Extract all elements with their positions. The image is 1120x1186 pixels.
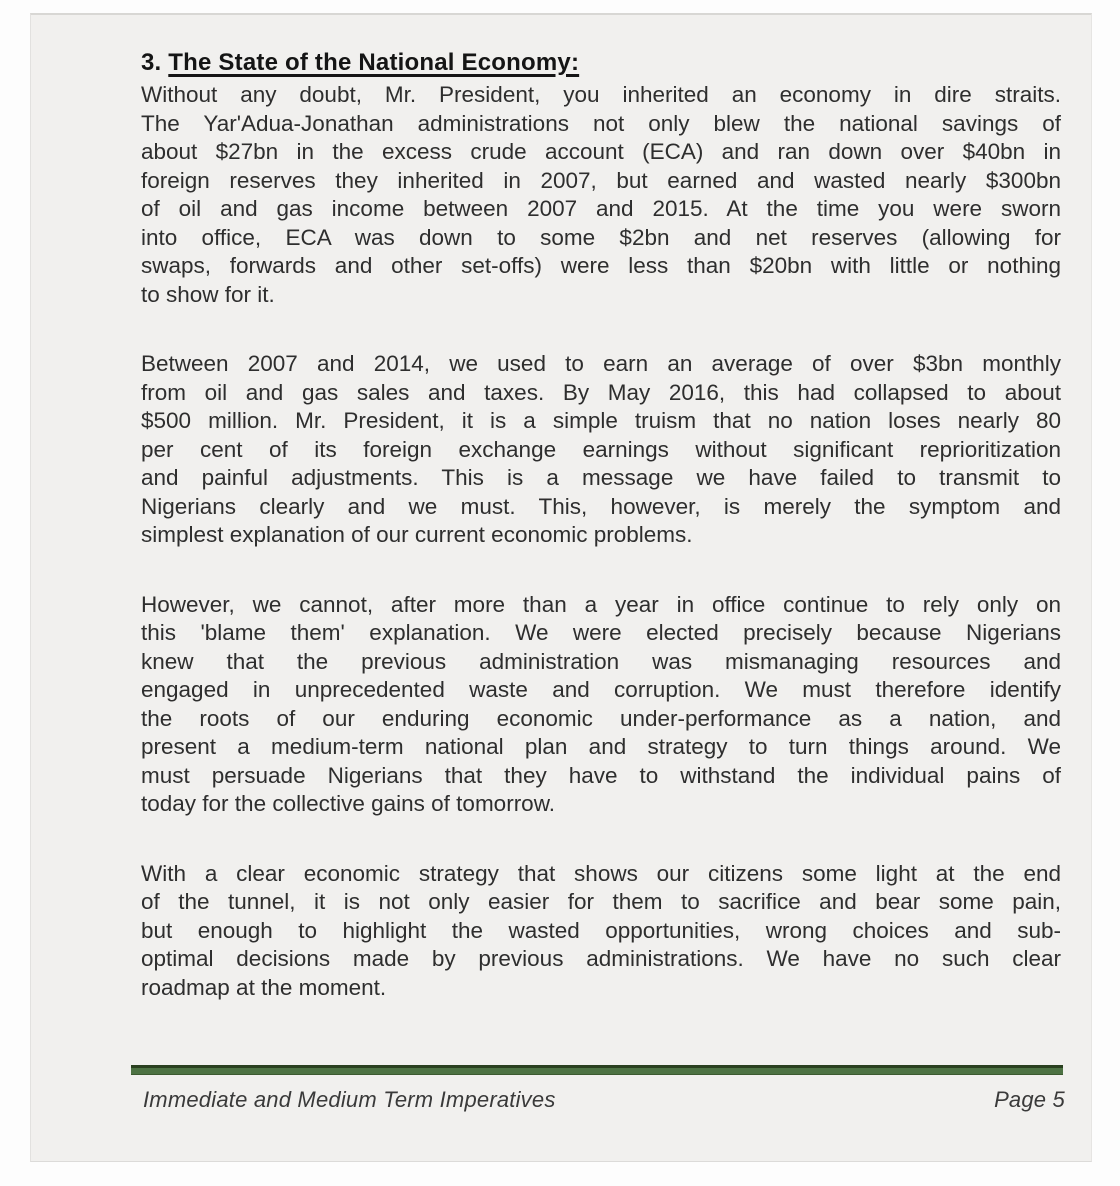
paragraph-line: The Yar'Adua-Jonathan administrations not only blew the national savings of bbox=[141, 110, 1061, 136]
paragraph bbox=[141, 350, 1061, 550]
paragraph-line: simplest explanation of our current economic problems. bbox=[141, 522, 693, 547]
paragraph-line: of oil and gas income between 2007 and 2015. At the time you were sworn bbox=[141, 196, 1061, 221]
paragraph-line: knew that the previous administration was mismanaging resources and bbox=[141, 648, 1061, 674]
paragraph-line: from oil and gas sales and taxes. By May 2016, this had collapsed to about bbox=[141, 379, 1061, 405]
paragraph bbox=[141, 81, 1061, 309]
section-heading-number: 3. bbox=[141, 49, 162, 76]
paragraph-line: per cent of its foreign exchange earnings without significant reprioritization bbox=[141, 436, 1061, 462]
paragraph-line: However, we cannot, after more than a year in office continue to rely only on bbox=[141, 591, 1061, 617]
footer-rule bbox=[131, 1065, 1063, 1075]
paragraph-line: the roots of our enduring economic under-performance as a nation, and bbox=[141, 705, 1061, 731]
paragraph-line: must persuade Nigerians that they have to withstand the individual pains of bbox=[141, 762, 1061, 788]
paragraph bbox=[141, 591, 1061, 819]
paragraph-line: about $27bn in the excess crude account (ECA) and ran down over $40bn in bbox=[141, 139, 1061, 164]
document-page bbox=[30, 13, 1092, 1162]
paragraph-line: foreign reserves they inherited in 2007, but earned and wasted nearly $300bn bbox=[141, 167, 1061, 193]
paragraph-line: into office, ECA was down to some $2bn and net reserves (allowing for bbox=[141, 224, 1061, 250]
paragraph-line: engaged in unprecedented waste and corruption. We must therefore identify bbox=[141, 677, 1061, 702]
paragraph-line: Nigerians clearly and we must. This, however, is merely the symptom and bbox=[141, 493, 1061, 519]
section-heading bbox=[141, 48, 1061, 78]
paragraph-line: today for the collective gains of tomorrow. bbox=[141, 791, 555, 816]
page-content bbox=[141, 48, 1061, 1002]
footer-running-title: Immediate and Medium Term Imperatives bbox=[143, 1087, 556, 1112]
page-footer bbox=[143, 1087, 1065, 1113]
paragraph-line: With a clear economic strategy that shows our citizens some light at the end bbox=[141, 860, 1061, 886]
footer-page-number: Page 5 bbox=[994, 1087, 1065, 1112]
paragraph-line: roadmap at the moment. bbox=[141, 974, 387, 1000]
paragraph-line: Without any doubt, Mr. President, you inherited an economy in dire straits. bbox=[141, 82, 1061, 107]
paragraph-line: but enough to highlight the wasted opportunities, wrong choices and sub- bbox=[141, 917, 1061, 943]
paragraph-line: this 'blame them' explanation. We were elected precisely because Nigerians bbox=[141, 620, 1061, 645]
paragraph-line: optimal decisions made by previous administrations. We have no such clear bbox=[141, 946, 1061, 971]
paragraph-line: $500 million. Mr. President, it is a simple truism that no nation loses nearly 80 bbox=[141, 408, 1061, 433]
paragraph-line: present a medium-term national plan and strategy to turn things around. We bbox=[141, 734, 1061, 759]
paragraph-line: and painful adjustments. This is a message we have failed to transmit to bbox=[141, 465, 1061, 490]
paragraph-line: of the tunnel, it is not only easier for them to sacrifice and bear some pain, bbox=[141, 889, 1061, 914]
paragraph-line: Between 2007 and 2014, we used to earn an average of over $3bn monthly bbox=[141, 351, 1061, 376]
section-heading-title: The State of the National Economy: bbox=[168, 49, 580, 76]
paragraph-line: swaps, forwards and other set-offs) were less than $20bn with little or nothing bbox=[141, 253, 1061, 278]
paragraph bbox=[141, 860, 1061, 1003]
paragraph-line: to show for it. bbox=[141, 281, 275, 307]
body-paragraphs bbox=[141, 81, 1061, 1002]
